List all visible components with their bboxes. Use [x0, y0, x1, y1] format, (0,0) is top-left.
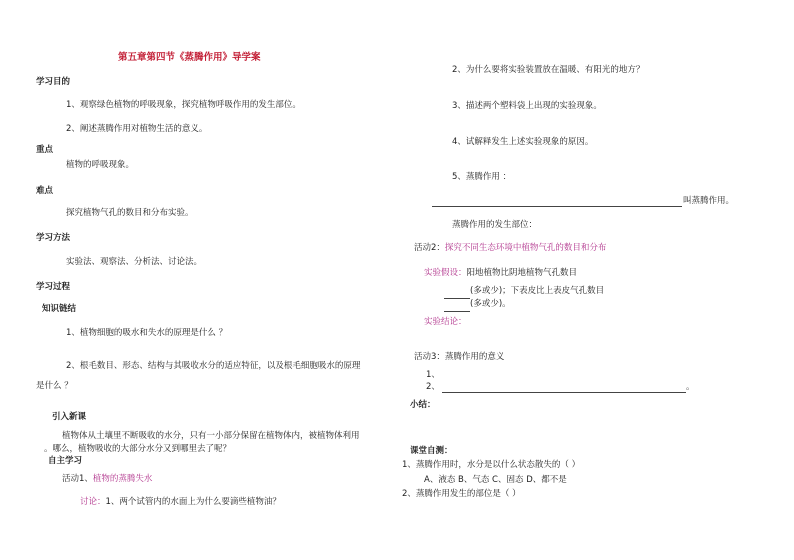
discussion-q1-text: 1、两个试管内的水面上为什么要滴些植物油？: [105, 497, 281, 507]
intro-line2: 。哪么，植物吸收的大部分水分又到哪里去了呢？: [44, 444, 232, 454]
self-study-heading: 自主学习: [48, 456, 83, 466]
hypothesis: [424, 268, 577, 279]
test-question-1: 1、蒸腾作用时，水分是以什么状态散失的（ ）: [402, 460, 581, 470]
conclusion-label: 实验结论：: [424, 317, 467, 327]
process-heading: 学习过程: [36, 282, 71, 292]
intro-heading: 引入新课: [52, 412, 87, 422]
review-q2-line2: 是什么 ？: [36, 381, 73, 391]
review-heading: 知识链结: [42, 304, 77, 314]
key-text: 植物的呼吸现象。: [66, 160, 135, 170]
summary-heading: 小结：: [410, 400, 436, 410]
discussion-label: 讨论：: [80, 497, 106, 507]
test-question-1-options: A、液态 B、气态 C、固态 D、都不是: [424, 475, 567, 485]
key-heading: 重点: [36, 145, 54, 155]
activity3-item-2-end: 。: [686, 382, 695, 392]
hypothesis-option-2: (多或少)。: [470, 299, 511, 309]
question-4: 4、试解释发生上述实验现象的原因。: [452, 137, 594, 147]
test-question-2: 2、蒸腾作用发生的部位是（ ）: [402, 489, 521, 499]
question-5-suffix: 叫蒸腾作用。: [683, 196, 735, 206]
hypothesis-label: 实验假设：: [424, 268, 467, 278]
difficulty-heading: 难点: [36, 186, 54, 196]
review-q2-line1: 2、根毛数目、形态、结构与其吸收水分的适应特征，以及根毛细胞吸水的原理: [66, 361, 361, 371]
discussion-q1: [80, 497, 281, 508]
activity2-prefix: 活动2：: [414, 243, 445, 253]
blank-line-1: [444, 298, 470, 299]
review-q1: 1、植物细胞的吸水和失水的原理是什么 ？: [66, 328, 228, 338]
method-text: 实验法、观察法、分析法、讨论法。: [66, 257, 203, 267]
blank-line-2: [444, 311, 470, 312]
activity2-heading: [414, 243, 606, 254]
method-heading: 学习方法: [36, 233, 71, 243]
question-2: 2、为什么要将实验装置放在温暖、有阳光的地方？: [452, 65, 645, 75]
page-title: 第五章第四节《蒸腾作用》导学案: [118, 52, 261, 63]
site-text: 蒸腾作用的发生部位：: [452, 220, 538, 230]
test-heading: 课堂自测：: [410, 446, 453, 456]
answer-line-act3: [442, 392, 686, 393]
question-5: 5、蒸腾作用 ：: [452, 172, 512, 182]
difficulty-text: 探究植物气孔的数目和分布实验。: [66, 208, 194, 218]
activity3-item-1: 1、: [426, 370, 440, 380]
activity3-item-2: 2、: [426, 382, 440, 392]
hypothesis-text: 阳地植物比阴地植物气孔数目: [466, 268, 578, 278]
question-3: 3、描述两个塑料袋上出现的实验现象。: [452, 101, 602, 111]
hypothesis-option-1: (多或少)；下表皮比上表皮气孔数目: [470, 286, 605, 296]
goal-1: 1、观察绿色植物的呼吸现象，探究植物呼吸作用的发生部位。: [66, 100, 301, 110]
activity1-prefix: 活动1、: [62, 474, 93, 484]
activity3: 活动3：蒸腾作用的意义: [414, 352, 505, 362]
activity2-title: 探究不同生态环境中植物气孔的数目和分布: [444, 243, 607, 253]
activity1-heading: [62, 474, 152, 485]
activity1-title: 植物的蒸腾失水: [92, 474, 153, 484]
answer-line-q5: [432, 206, 682, 207]
intro-line1: 植物体从土壤里不断吸收的水分，只有一小部分保留在植物体内，被植物体利用: [62, 431, 360, 441]
goal-2: 2、阐述蒸腾作用对植物生活的意义。: [66, 124, 208, 134]
goals-heading: 学习目的: [36, 77, 71, 87]
